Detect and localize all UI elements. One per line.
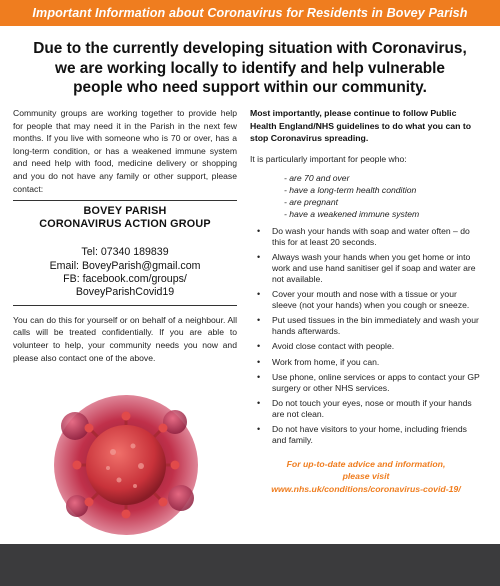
- nhs-advice-note: [250, 458, 482, 495]
- advice-text: Avoid close contact with people.: [272, 341, 395, 352]
- action-group-title: [13, 205, 237, 231]
- list-item: [250, 424, 482, 446]
- bullet-icon: •: [257, 424, 261, 435]
- advice-text: Work from home, if you can.: [272, 356, 380, 367]
- advice-text: Do not have visitors to your home, including friends and family.: [272, 424, 467, 446]
- list-item: - are pregnant: [284, 196, 338, 207]
- list-item: [250, 289, 482, 311]
- advice-list: [250, 226, 482, 446]
- bullet-icon: •: [257, 251, 261, 262]
- note-line: For up-to-date advice and information,: [286, 459, 446, 470]
- guidance-lead: Most importantly, please continue to follow Public Health England/NHS guidelines to do what you can to stop Coronavirus spreading.: [250, 108, 472, 144]
- advice-text: Do wash your hands with soap and water often – do this for at least 20 seconds.: [272, 225, 470, 247]
- coronavirus-illustration: [53, 394, 199, 536]
- risk-intro: It is particularly important for people who:: [250, 153, 407, 164]
- advice-text: Cover your mouth and nose with a tissue or your sleeve (not your hands) when you cough or sneeze.: [272, 288, 470, 310]
- group-title-line: CORONAVIRUS ACTION GROUP: [39, 218, 211, 231]
- bullet-icon: •: [257, 225, 261, 236]
- list-item: [250, 252, 482, 284]
- header-banner: Important Information about Coronavirus for Residents in Bovey Parish: [0, 0, 500, 26]
- bullet-icon: •: [257, 356, 261, 367]
- list-item: - are 70 and over: [284, 172, 350, 183]
- left-column: [13, 107, 237, 364]
- bullet-icon: •: [257, 341, 261, 352]
- community-intro: Community groups are working together to provide help for people that may need it in the Parish in the next few months. If you live with someone who is 70 or over, has a long-term condition, or has a weakened immune system and need help with food, medicine delivery or shopping and you do not have any family or other support, please contact:: [13, 108, 237, 194]
- advice-text: Use phone, online services or apps to contact your GP surgery or other NHS services.: [272, 372, 480, 393]
- facebook-link: BoveyParishCovid19: [75, 286, 175, 299]
- email-address: Email: BoveyParish@gmail.com: [49, 259, 201, 272]
- nhs-link[interactable]: www.nhs.uk/conditions/coronavirus-covid-19/: [271, 483, 461, 494]
- facebook-link: FB: facebook.com/groups/: [63, 272, 187, 285]
- list-item: [250, 315, 482, 337]
- group-title-line: BOVEY PARISH: [83, 205, 167, 218]
- contact-block: [13, 246, 237, 300]
- divider: [13, 305, 237, 306]
- list-item: - have a weakened immune system: [284, 208, 420, 219]
- right-column: [250, 107, 482, 495]
- footer-bar: [0, 544, 500, 586]
- list-item: - have a long-term health condition: [284, 184, 417, 195]
- advice-text: Put used tissues in the bin immediately and wash your hands afterwards.: [272, 315, 479, 336]
- list-item: [250, 357, 482, 368]
- headline-line: Due to the currently developing situation with Coronavirus,: [33, 40, 467, 57]
- bullet-icon: •: [257, 398, 261, 409]
- headline-line: people who need support within our community.: [73, 79, 427, 96]
- note-line: please visit: [342, 471, 390, 482]
- list-item: [250, 226, 482, 248]
- bullet-icon: •: [257, 315, 261, 326]
- bullet-icon: •: [257, 372, 261, 383]
- headline-line: we are working locally to identify and help vulnerable: [55, 59, 445, 77]
- advice-text: Do not touch your eyes, nose or mouth if your hands are not clean.: [272, 398, 472, 420]
- bullet-icon: •: [257, 288, 261, 299]
- page-headline: [18, 39, 482, 98]
- divider: [13, 200, 237, 201]
- risk-group-list: [284, 172, 482, 220]
- list-item: [250, 398, 482, 420]
- list-item: [250, 372, 482, 394]
- list-item: [250, 341, 482, 352]
- advice-text: Always wash your hands when you get home or into work and use hand sanitiser gel if soap and water are not available.: [272, 251, 476, 284]
- volunteer-note: You can do this for yourself or on behalf of a neighbour. All calls will be treated confidentially. If you are able to volunteer to help, your community needs you now and please also contact one of the above.: [13, 314, 237, 363]
- phone-number: Tel: 07340 189839: [81, 246, 169, 259]
